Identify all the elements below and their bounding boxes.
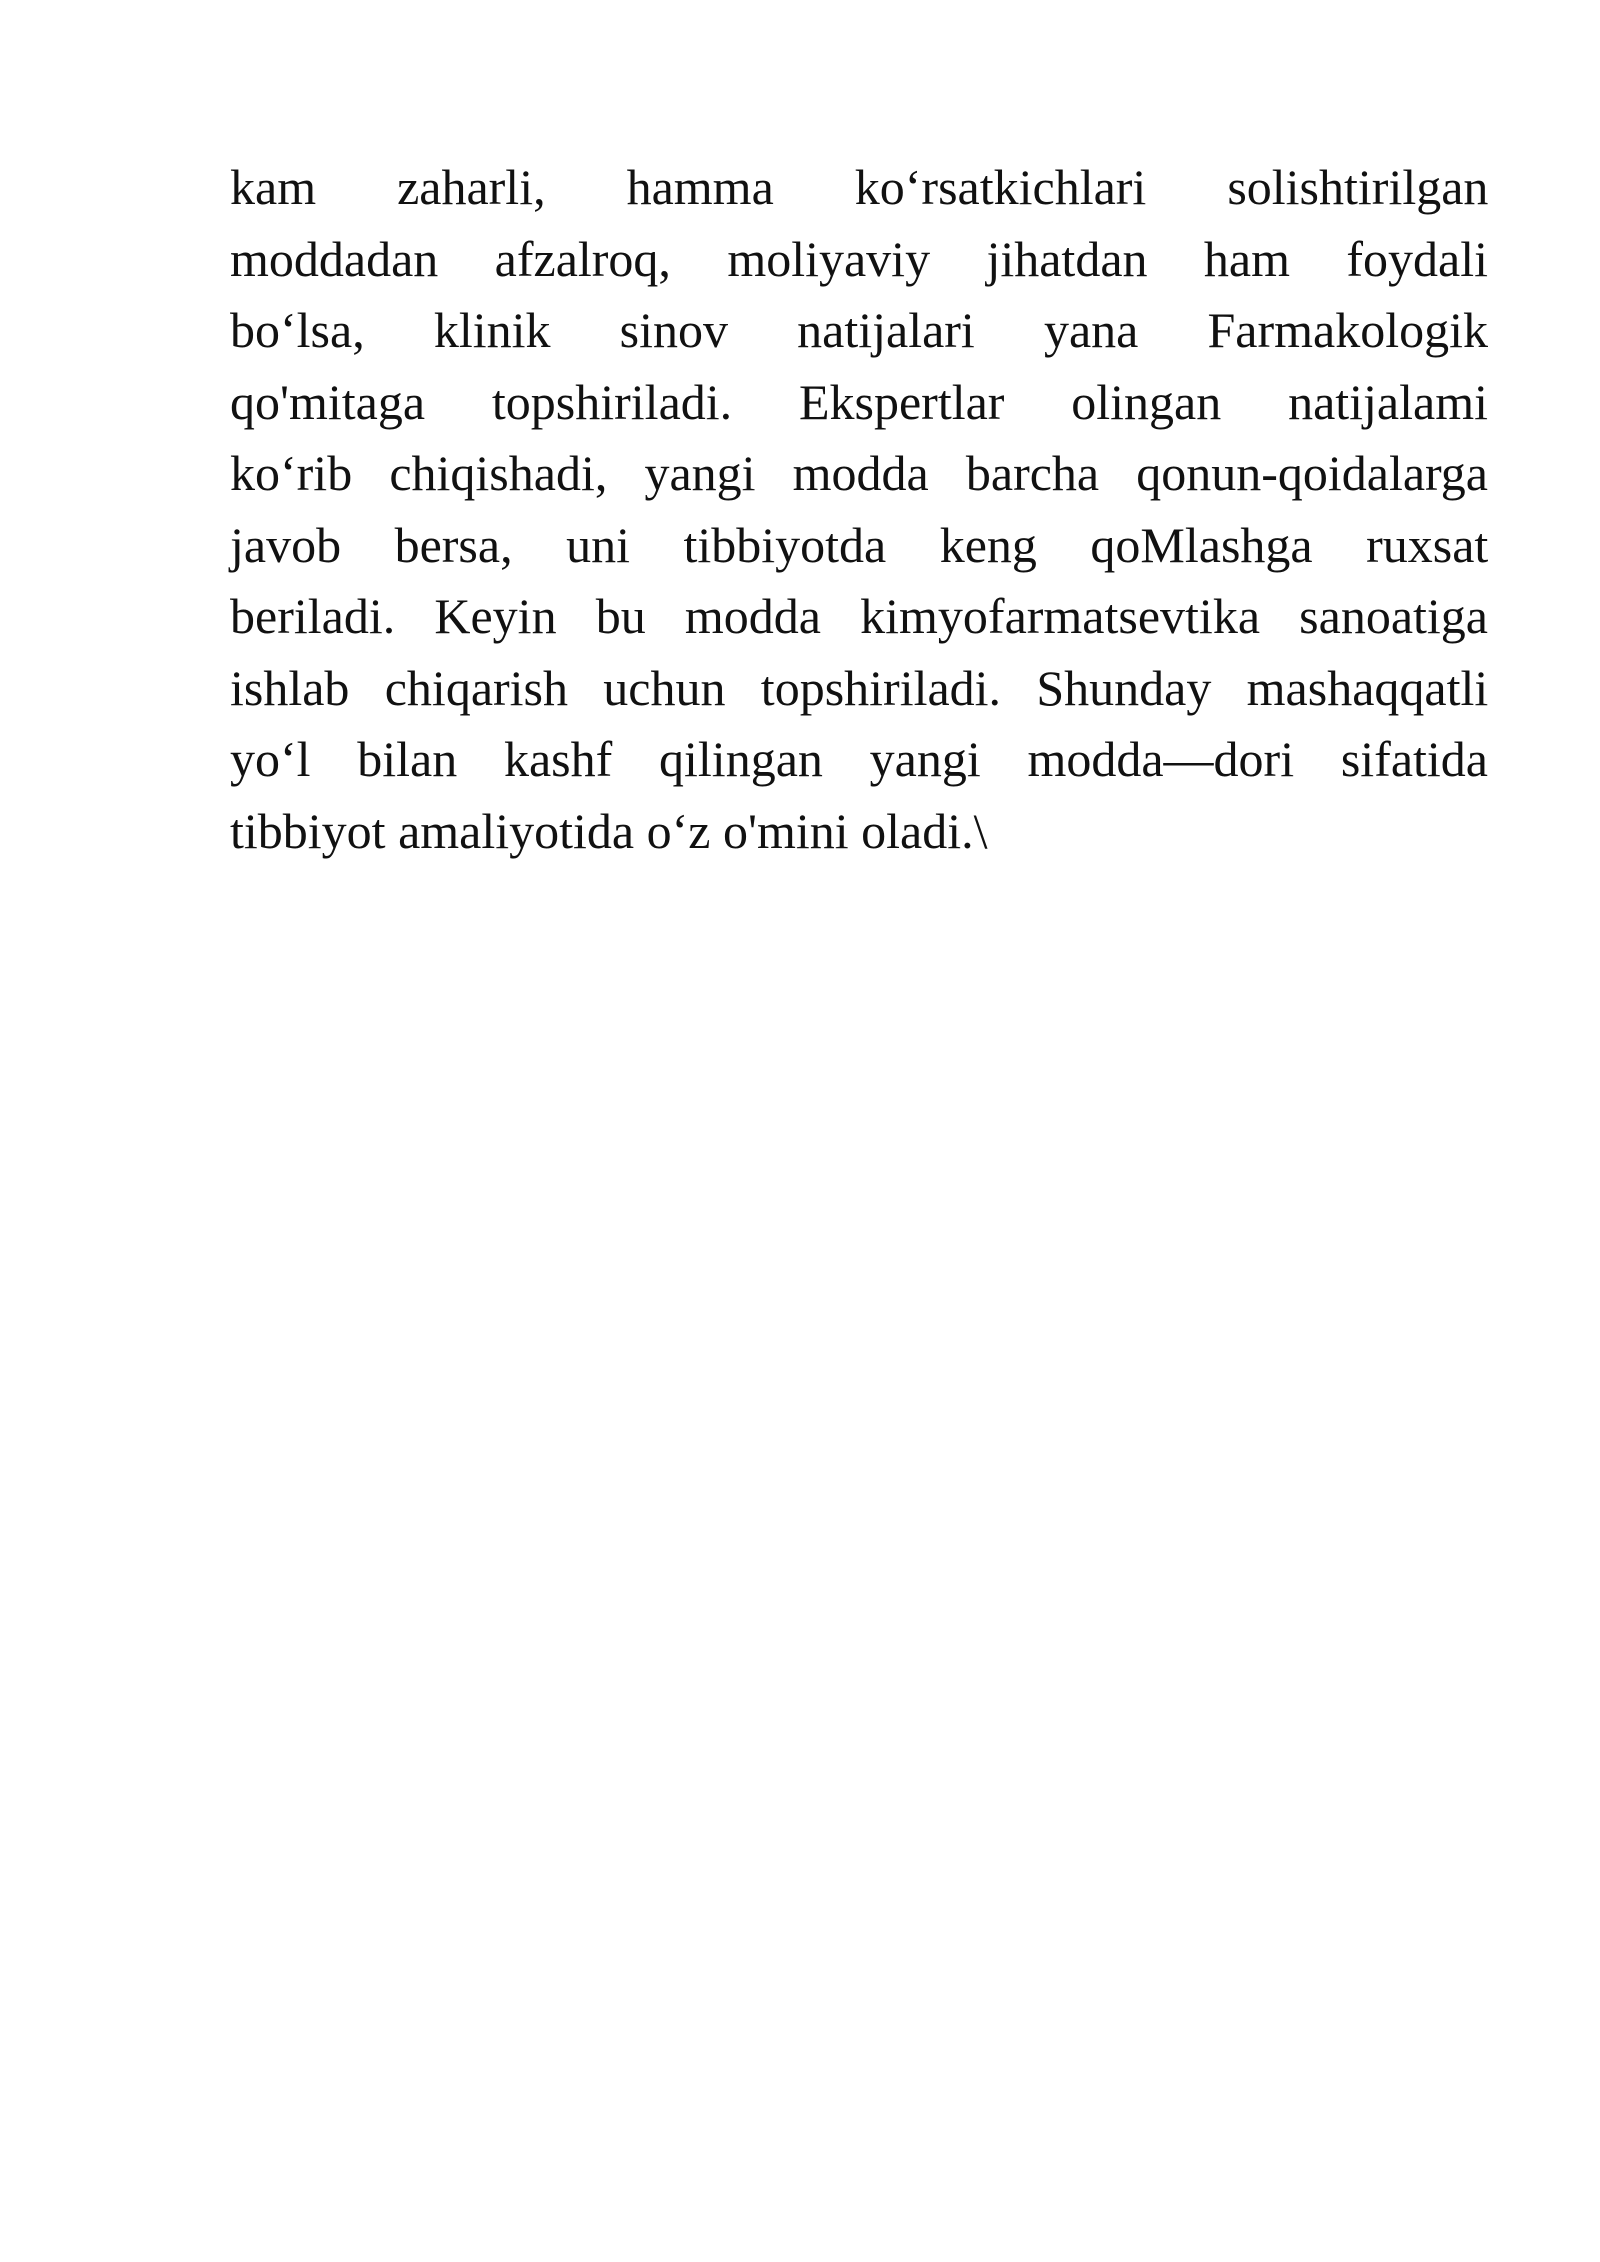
paragraph-line-6: javob bersa, uni tibbiyotda keng qoMlashga ruxsat xyxy=(230,516,1489,573)
body-paragraph xyxy=(230,152,1488,867)
paragraph-line-1: kam zaharli, hamma ko‘rsatkichlari solishtirilgan xyxy=(230,159,1489,215)
paragraph-line-2: moddadan afzalroq, moliyaviy jihatdan ham foydali xyxy=(230,230,1488,287)
paragraph-line-9: yo‘l bilan kashf qilingan yangi modda—dori sifatida xyxy=(230,731,1488,787)
paragraph-line-7: beriladi. Keyin bu modda kimyofarmatsevtika sanoatiga xyxy=(230,588,1488,644)
paragraph-line-3: bo‘lsa, klinik sinov natijalari yana Farmakologik xyxy=(230,302,1488,358)
paragraph-line-8: ishlab chiqarish uchun topshiriladi. Shunday mashaqqatli xyxy=(230,659,1489,716)
paragraph-line-5: ko‘rib chiqishadi, yangi modda barcha qonun-qoidalarga xyxy=(230,445,1488,501)
paragraph-line-4: qo'mitaga topshiriladi. Ekspertlar olingan natijalami xyxy=(230,373,1488,430)
paragraph-line-10: tibbiyot amaliyotida o‘z o'mini oladi.\ xyxy=(230,802,988,859)
